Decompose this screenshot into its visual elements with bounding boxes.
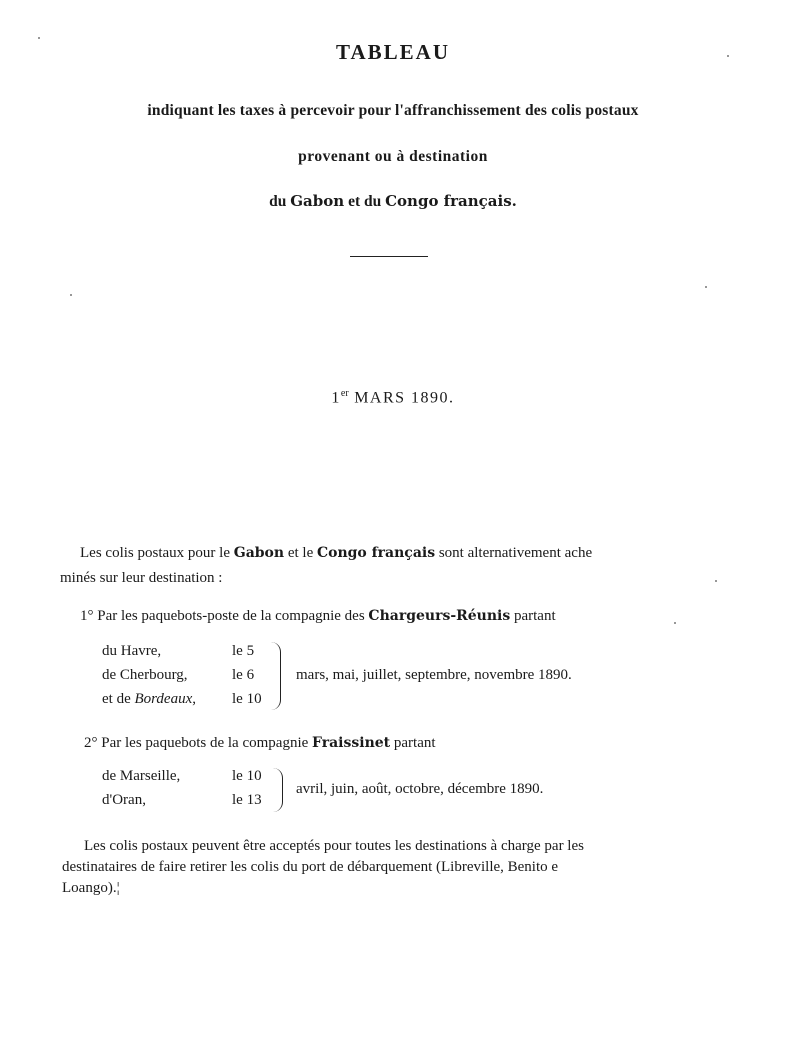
date-sup: er — [340, 388, 349, 399]
section1-months: mars, mai, juillet, septembre, novembre 1890. — [296, 667, 572, 683]
brace-icon — [272, 768, 283, 812]
section2-heading — [84, 735, 436, 752]
section1-text: partant — [510, 608, 556, 624]
scan-speck — [715, 580, 717, 582]
intro-line-1 — [80, 545, 592, 562]
port-day: le 6 — [232, 667, 255, 683]
page-title: TABLEAU — [336, 40, 450, 64]
scan-speck — [705, 286, 707, 288]
port-text: , — [192, 691, 196, 707]
intro-text: Les colis postaux pour le — [80, 545, 234, 561]
port-day: le 13 — [232, 792, 262, 808]
subtitle-line-2: provenant ou à destination — [298, 148, 488, 165]
gabon-name: Gabon — [290, 192, 345, 210]
congo-name: Congo français. — [385, 192, 517, 210]
scan-speck — [727, 55, 729, 57]
congo-name: Congo français — [316, 545, 436, 561]
company-fraissinet: Fraissinet — [312, 735, 391, 751]
intro-text: sont alternativement ache — [435, 545, 593, 561]
date-rest: MARS 1890. — [348, 389, 455, 407]
closing-line-3: Loango).¦ — [62, 880, 120, 896]
scan-speck — [38, 37, 40, 39]
intro-text: et le — [284, 545, 317, 561]
section1-heading — [80, 608, 556, 625]
section2-months: avril, juin, août, octobre, décembre 1890. — [296, 781, 544, 797]
port-name: d'Oran, — [102, 792, 146, 808]
port-day: le 10 — [232, 691, 262, 707]
company-chargeurs-reunis: Chargeurs-Réunis — [368, 608, 511, 624]
port-bordeaux: Bordeaux — [134, 691, 193, 707]
brace-icon — [270, 642, 281, 710]
port-name: du Havre, — [102, 643, 162, 659]
date-day: 1 — [331, 389, 341, 407]
subtitle-line-1: indiquant les taxes à percevoir pour l'affranchissement des colis postaux — [147, 102, 639, 119]
port-text: et de — [102, 691, 135, 707]
closing-line-1: Les colis postaux peuvent être acceptés pour toutes les destinations à charge par les — [84, 838, 584, 854]
port-day: le 10 — [232, 768, 262, 784]
subtitle-text: du — [269, 193, 291, 210]
section2-text: partant — [390, 735, 436, 751]
port-name: de Cherbourg, — [102, 667, 188, 683]
intro-line-2: minés sur leur destination : — [60, 570, 223, 586]
section2-text: 2° Par les paquebots de la compagnie — [84, 735, 313, 751]
closing-line-2: destinataires de faire retirer les colis du port de débarquement (Libreville, Benito e — [62, 859, 559, 875]
divider-rule — [350, 256, 428, 257]
scan-speck — [674, 622, 676, 624]
port-day: le 5 — [232, 643, 255, 659]
scan-speck — [70, 294, 72, 296]
subtitle-line-3 — [0, 192, 786, 211]
date-heading — [0, 388, 786, 407]
port-name — [102, 691, 196, 708]
section1-text: 1° Par les paquebots-poste de la compagnie des — [80, 608, 369, 624]
gabon-name: Gabon — [233, 545, 285, 561]
port-name: de Marseille, — [102, 768, 181, 784]
subtitle-text: et du — [344, 193, 386, 210]
